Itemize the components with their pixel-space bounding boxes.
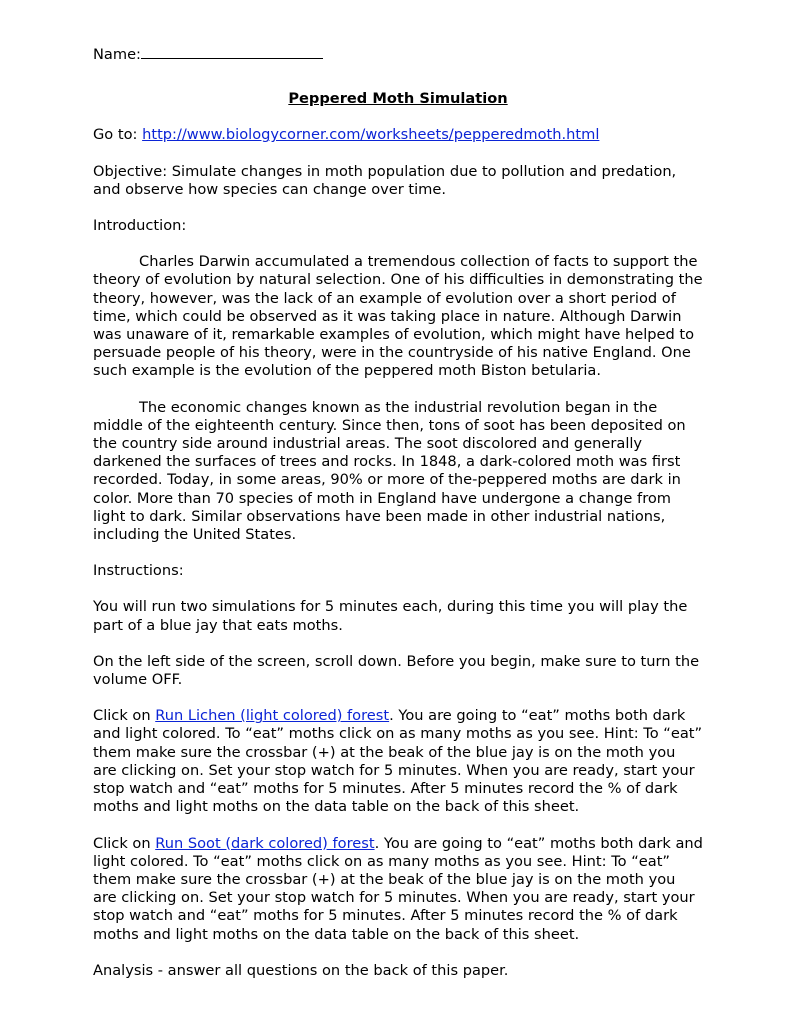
- introduction-heading: Introduction:: [93, 217, 187, 235]
- lichen-instructions: [93, 707, 703, 816]
- run-soot-forest-link[interactable]: Run Soot (dark colored) forest: [155, 834, 375, 852]
- name-blank-line[interactable]: [141, 44, 323, 59]
- lichen-prefix: Click on: [93, 707, 156, 725]
- instructions-heading: Instructions:: [93, 562, 184, 580]
- worksheet-page: [93, 44, 703, 980]
- soot-instructions: [93, 835, 703, 944]
- goto-line: [93, 126, 703, 144]
- introduction-paragraph-1: Charles Darwin accumulated a tremendous collection of facts to support the theory of evolution by natural selection. One of his difficulties in demonstrating the theory, however, was the lack of an example of evolution over a short period of time, which could be observed as it was taking place in nature. Although Darwin was unaware of it, remarkable examples of evolution, which might have helped to persuade people of his theory, were in the countryside of his native England. One such example is the evolution of the peppered moth Biston betularia.: [93, 253, 703, 380]
- lichen-text: . You are going to “eat” moths both dark and light colored. To “eat” moths click on as many moths as you see. Hint: To “eat” them make sure the crossbar (+) at the beak of the blue jay is on the moth you are clicking on. Set your stop watch for 5 minutes. When you are ready, start your stop watch and “eat” moths for 5 minutes. After 5 minutes record the % of dark moths and light moths on the data table on the back of this sheet.: [93, 707, 703, 816]
- instructions-paragraph-1: You will run two simulations for 5 minutes each, during this time you will play the part of a blue jay that eats moths.: [93, 598, 688, 634]
- goto-label: Go to:: [93, 126, 143, 144]
- name-field: [93, 44, 703, 64]
- worksheet-url-link[interactable]: http://www.biologycorner.com/worksheets/pepperedmoth.html: [142, 126, 600, 144]
- objective-paragraph: Objective: Simulate changes in moth population due to pollution and predation, and observe how species can change over time.: [93, 162, 677, 198]
- run-lichen-forest-link[interactable]: Run Lichen (light colored) forest: [155, 707, 390, 725]
- page-title: Peppered Moth Simulation: [288, 90, 508, 108]
- introduction-paragraph-2: The economic changes known as the industrial revolution began in the middle of the eighteenth century. Since then, tons of soot has been deposited on the country side around industrial areas. The soot discolored and generally darkened the surfaces of trees and rocks. In 1848, a dark-colored moth was first recorded. Today, in some areas, 90% or more of the-peppered moths are dark in color. More than 70 species of moth in England have undergone a change from light to dark. Similar observations have been made in other industrial nations, including the United States.: [93, 398, 686, 544]
- analysis-line: Analysis - answer all questions on the back of this paper.: [93, 961, 509, 979]
- soot-prefix: Click on: [93, 834, 156, 852]
- name-label: Name:: [93, 46, 141, 63]
- instructions-paragraph-2: On the left side of the screen, scroll down. Before you begin, make sure to turn the volume OFF.: [93, 652, 700, 689]
- soot-text: . You are going to “eat” moths both dark and light colored. To “eat” moths click on as many moths as you see. Hint: To “eat” them make sure the crossbar (+) at the beak of the blue jay is on the moth you are clicking on. Set your stop watch for 5 minutes. When you are ready, start your stop watch and “eat” moths for 5 minutes. After 5 minutes record the % of dark moths and light moths on the data table on the back of this sheet.: [93, 834, 703, 943]
